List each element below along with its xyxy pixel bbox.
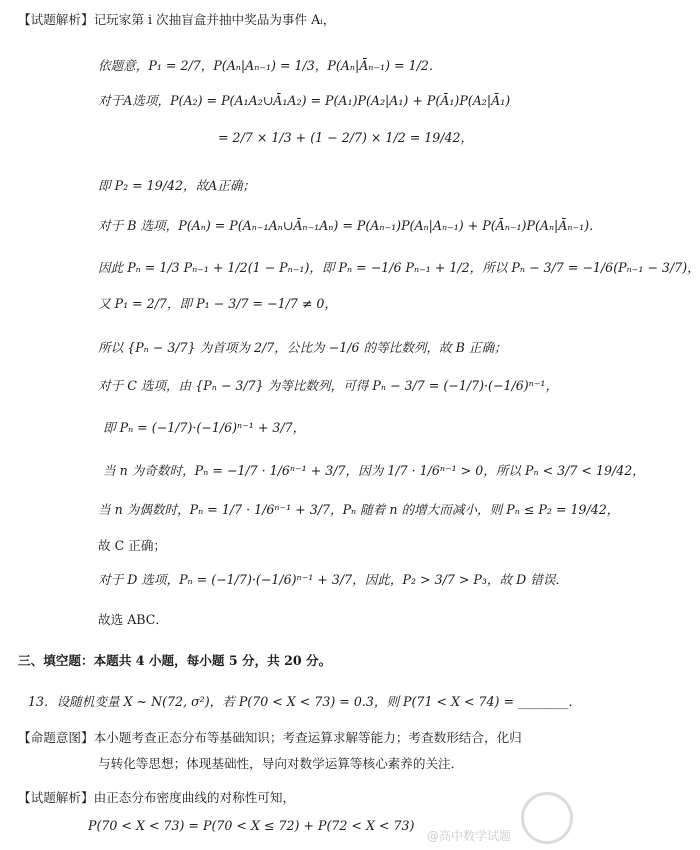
analysis-line: 【试题解析】由正态分布密度曲线的对称性可知， [18,790,296,805]
option-d-line: 对于 D 选项，Pₙ = (−1/7)·(−1/6)ⁿ⁻¹ + 3/7，因此，P₂ > 3/7 > P₃，故 D 错误． [98,572,569,587]
even-case-line: 当 n 为偶数时，Pₙ = 1/7 · 1/6ⁿ⁻¹ + 3/7，Pₙ 随着 n 的增大而减小，则 Pₙ ≤ P₂ = 19/42， [98,502,620,517]
option-a-computation: = 2/7 × 1/3 + (1 − 2/7) × 1/2 = 19/42， [218,130,474,145]
general-term-line: 即 Pₙ = (−1/7)·(−1/6)ⁿ⁻¹ + 3/7， [103,420,306,435]
watermark [427,792,577,844]
recurrence-line: 因此 Pₙ = 1/3 Pₙ₋₁ + 1/2(1 − Pₙ₋₁)，即 Pₙ = −1/6 Pₙ₋₁ + 1/2，所以 Pₙ − 3/7 = −1/6(Pₙ₋₁ − 3/7)， [98,260,700,275]
option-a-conclusion: 即 P₂ = 19/42，故A正确； [98,178,256,193]
watermark-text: @高中数学试题 [427,829,512,843]
option-b-formula: 对于 B 选项，P(Aₙ) = P(Aₙ₋₁Aₙ∪Āₙ₋₁Aₙ) = P(Aₙ₋₁)P(Aₙ|Aₙ₋₁) + P(Āₙ₋₁)P(Aₙ|Āₙ₋₁)． [98,218,602,233]
option-b-conclusion: 所以 {Pₙ − 3/7} 为首项为 2/7，公比为 −1/6 的等比数列，故 B 正确； [98,340,507,355]
intent-line-1: 【命题意图】本小题考查正态分布等基础知识；考查运算求解等能力；考查数形结合，化归 [18,730,522,745]
probability-split: P(70 < X < 73) = P(70 < X ≤ 72) + P(72 < X < 73) [88,818,415,833]
given-conditions: 依题意，P₁ = 2/7，P(Aₙ|Aₙ₋₁) = 1/3，P(Aₙ|Āₙ₋₁) = 1/2． [98,58,442,73]
analysis-header-line: 【试题解析】记玩家第 i 次抽盲盒并抽中奖品为事件 Aᵢ， [18,12,336,27]
intent-line-2: 与转化等思想；体现基础性，导向对数学运算等核心素养的关注． [98,756,464,771]
initial-term-line: 又 P₁ = 2/7，即 P₁ − 3/7 = −1/7 ≠ 0， [98,296,338,311]
option-c-conclusion: 故 C 正确； [98,538,167,553]
watermark-seal-icon [521,792,573,844]
option-c-formula: 对于 C 选项，由 {Pₙ − 3/7} 为等比数列，可得 Pₙ − 3/7 = (−1/7)·(−1/6)ⁿ⁻¹， [98,378,559,393]
option-a-formula: 对于A选项，P(A₂) = P(A₁A₂∪Ā₁A₂) = P(A₁)P(A₂|A₁) + P(Ā₁)P(A₂|Ā₁) [98,93,511,108]
section-heading: 三、填空题：本题共 4 小题，每小题 5 分，共 20 分。 [18,653,332,668]
final-answer: 故选 ABC． [98,612,169,627]
question-13: 13．设随机变量 X ~ N(72, σ²)，若 P(70 < X < 73) = 0.3，则 P(71 < X < 74) = ________． [28,694,581,709]
odd-case-line: 当 n 为奇数时，Pₙ = −1/7 · 1/6ⁿ⁻¹ + 3/7，因为 1/7 · 1/6ⁿ⁻¹ > 0，所以 Pₙ < 3/7 < 19/42， [103,463,645,478]
